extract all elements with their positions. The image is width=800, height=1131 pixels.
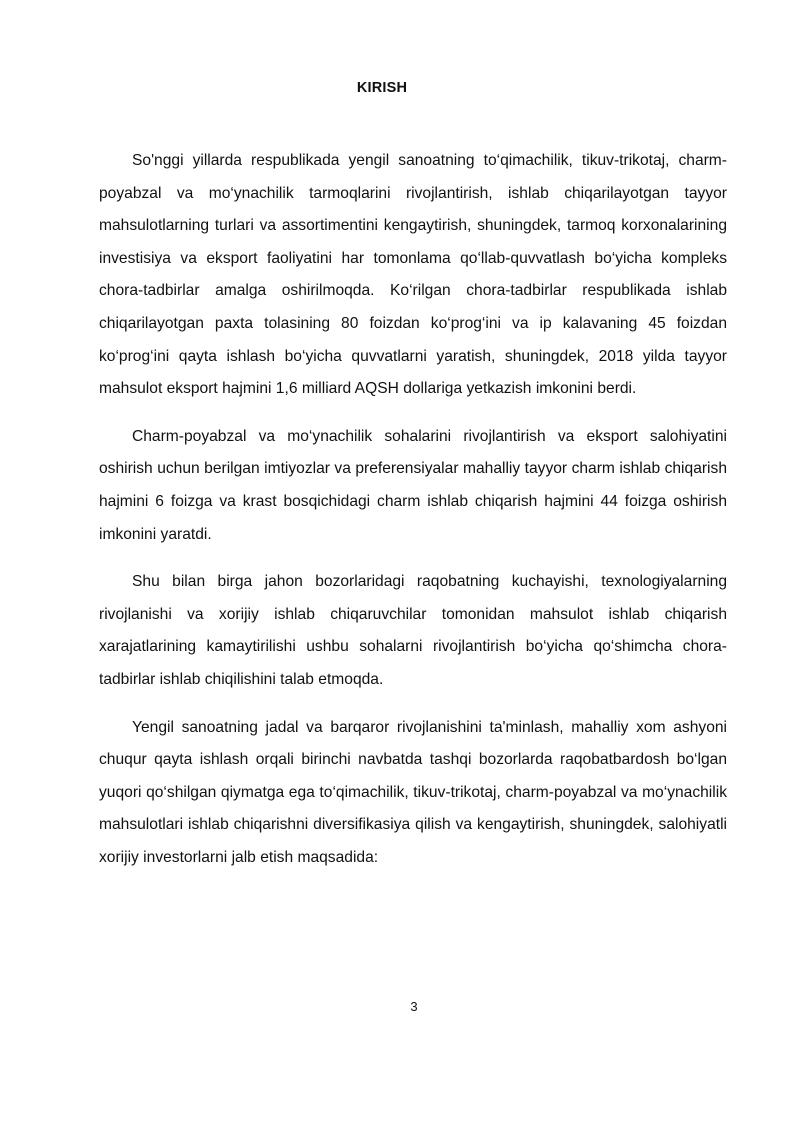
page-title: KIRISH xyxy=(356,80,408,96)
page-number: 3 xyxy=(410,999,418,1014)
body-text xyxy=(99,145,727,889)
paragraph-4: Yengil sanoatning jadal va barqaror rivojlanishini ta'minlash, mahalliy xom ashyoni chuqur qayta ishlash orqali birinchi navbatda tashqi bozorlarda raqobatbardosh bo‘lgan yuqori qo‘shilgan qiymatga ega to‘qimachilik, tikuv-trikotaj, charm-poyabzal va mo‘ynachilik mahsulotlari ishlab chiqarishni diversifikasiya qilish va kengaytirish, shuningdek, salohiyatli xorijiy investorlarni jalb etish maqsadida: xyxy=(99,718,727,866)
paragraph-2: Charm-poyabzal va mo‘ynachilik sohalarini rivojlantirish va eksport salohiyatini oshirish uchun berilgan imtiyozlar va preferensiyalar mahalliy tayyor charm ishlab chiqarish hajmini 6 foizga va krast bosqichidagi charm ishlab chiqarish hajmini 44 foizga oshirish imkonini yaratdi. xyxy=(99,427,727,543)
paragraph-3: Shu bilan birga jahon bozorlaridagi raqobatning kuchayishi, texnologiyalarning rivojlanishi va xorijiy ishlab chiqaruvchilar tomonidan mahsulot ishlab chiqarish xarajatlarining kamaytirilishi ushbu sohalarni rivojlantirish bo‘yicha qo‘shimcha chora-tadbirlar ishlab chiqilishini talab etmoqda. xyxy=(99,573,727,688)
paragraph-1: So'nggi yillarda respublikada yengil sanoatning to‘qimachilik, tikuv-trikotaj, charm-poyabzal va mo‘ynachilik tarmoqlarini rivojlantirish, ishlab chiqarilayotgan tayyor mahsulotlarning turlari va assortimentini kengaytirish, shuningdek, tarmoq korxonalarining investisiya va eksport faoliyatini har tomonlama qo‘llab-quvvatlash bo‘yicha kompleks chora-tadbirlar amalga oshirilmoqda. Ko‘rilgan chora-tadbirlar respublikada ishlab chiqarilayotgan paxta tolasining 80 foizdan ko‘prog‘ini va ip kalavaning 45 foizdan ko‘prog‘ini qayta ishlash bo‘yicha quvvatlarni yaratish, shuningdek, 2018 yilda tayyor mahsulot eksport hajmini 1,6 milliard AQSH dollariga yetkazish imkonini berdi. xyxy=(99,152,727,398)
